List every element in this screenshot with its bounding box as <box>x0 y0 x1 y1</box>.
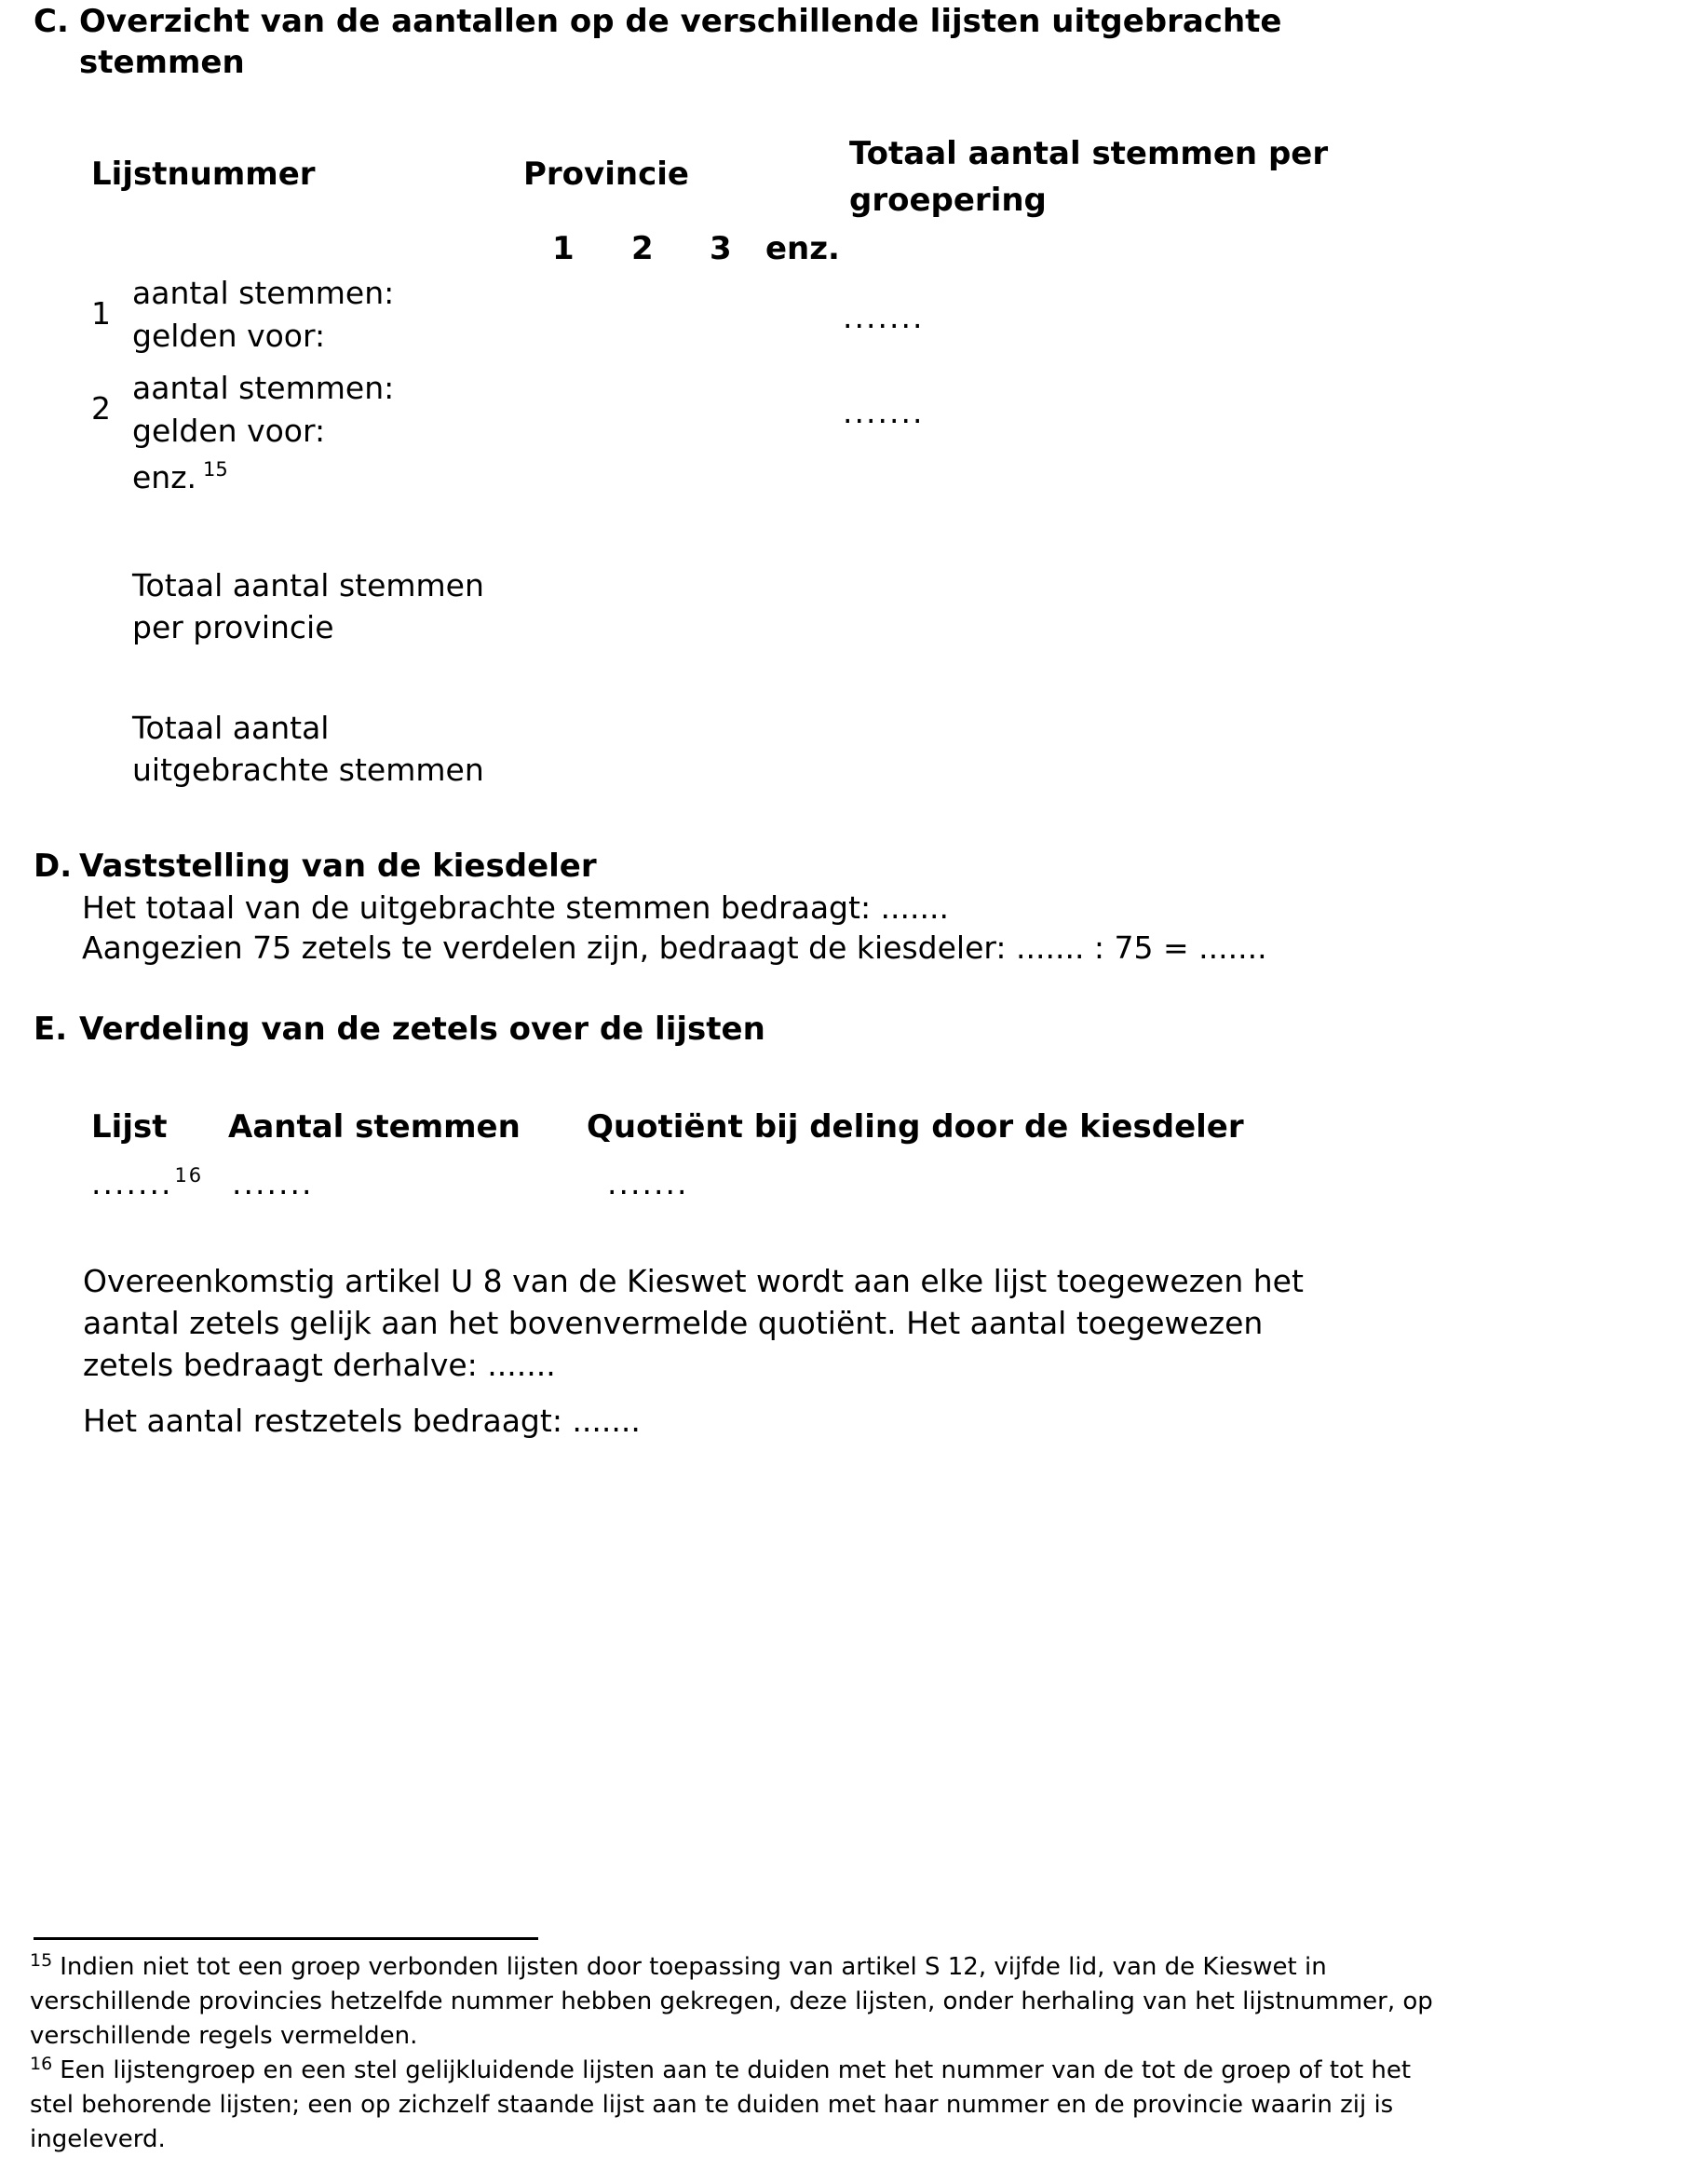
e-restzetels-line: Het aantal restzetels bedraagt: ....... <box>83 1403 641 1439</box>
e-paragraph-line2: aantal zetels gelijk aan het bovenvermelde quotiënt. Het aantal toegewezen <box>83 1305 1264 1341</box>
footnote-16-line3: ingeleverd. <box>30 2125 166 2153</box>
e-paragraph-line1: Overeenkomstig artikel U 8 van de Kieswet wordt aan elke lijst toegewezen het <box>83 1263 1304 1299</box>
row2-number: 2 <box>91 390 111 427</box>
section-c-label: C. <box>34 3 69 40</box>
e-row-lijst-dots: ....... <box>91 1165 173 1201</box>
e-row-lijst-cell <box>91 1164 204 1201</box>
footnote-15-line2: verschillende provincies hetzelfde nummer hebben gekregen, deze lijsten, onder herhaling van het lijstnummer, op <box>30 1987 1433 2015</box>
rows-etc-label: enz. <box>132 459 197 495</box>
province-number-2: 2 <box>631 230 654 267</box>
footnote-16-marker: 16 <box>30 2054 53 2074</box>
section-c-title-line1: Overzicht van de aantallen op de verschillende lijsten uitgebrachte <box>79 3 1282 40</box>
row1-number: 1 <box>91 295 111 332</box>
total-per-provincie-line1: Totaal aantal stemmen <box>132 567 484 604</box>
footnote-16-line2: stel behorende lijsten; een op zichzelf staande lijst aan te duiden met haar nummer en de provincie waarin zij is <box>30 2091 1394 2119</box>
footnote-15-reference: 15 <box>203 458 228 481</box>
column-header-totaal-line1: Totaal aantal stemmen per <box>849 135 1329 172</box>
row2-label-aantal-stemmen: aantal stemmen: <box>132 370 395 406</box>
e-paragraph-line3: zetels bedraagt derhalve: ....... <box>83 1347 556 1383</box>
footnote-15-line3: verschillende regels vermelden. <box>30 2022 418 2050</box>
e-column-header-quotient: Quotiënt bij deling door de kiesdeler <box>587 1108 1244 1146</box>
row2-total-dots: ....... <box>843 394 925 430</box>
section-e-label: E. <box>34 1011 68 1048</box>
total-per-provincie-line2: per provincie <box>132 609 334 645</box>
footnote-15-marker: 15 <box>30 1950 53 1971</box>
footnote-separator-rule <box>34 1937 538 1940</box>
e-row-quotient-dots: ....... <box>607 1165 689 1201</box>
footnote-15-line1 <box>30 1950 1433 1985</box>
row1-label-gelden-voor: gelden voor: <box>132 318 326 354</box>
e-column-header-aantal-stemmen: Aantal stemmen <box>228 1108 521 1146</box>
row2-label-gelden-voor: gelden voor: <box>132 413 326 449</box>
total-uitgebracht-line2: uitgebrachte stemmen <box>132 752 484 788</box>
row1-total-dots: ....... <box>843 299 925 335</box>
section-d-label: D. <box>34 848 73 885</box>
rows-etc-line <box>132 460 228 495</box>
province-number-enz: enz. <box>765 230 840 267</box>
total-uitgebracht-line1: Totaal aantal <box>132 710 330 746</box>
e-column-header-lijst: Lijst <box>91 1108 168 1146</box>
footnote-16-reference: 16 <box>174 1164 204 1187</box>
section-e-title: Verdeling van de zetels over de lijsten <box>79 1011 765 1048</box>
footnotes-block <box>30 1950 1433 2157</box>
province-number-1: 1 <box>552 230 575 267</box>
footnote-15-text-line1: Indien niet tot een groep verbonden lijsten door toepassing van artikel S 12, vijfde lid, van de Kieswet in <box>60 1953 1327 1981</box>
column-header-lijstnummer: Lijstnummer <box>91 156 316 193</box>
province-number-3: 3 <box>710 230 732 267</box>
footnote-16-text-line1: Een lijstengroep en een stel gelijkluidende lijsten aan te duiden met het nummer van de tot de groep of tot het <box>60 2056 1412 2084</box>
e-row-aantal-dots: ....... <box>232 1165 314 1201</box>
column-header-totaal-line2: groepering <box>849 182 1047 219</box>
section-c-title-line2: stemmen <box>79 44 245 81</box>
row1-label-aantal-stemmen: aantal stemmen: <box>132 275 395 311</box>
section-d-title: Vaststelling van de kiesdeler <box>79 848 597 885</box>
column-header-provincie: Provincie <box>523 156 689 193</box>
footnote-16-line1 <box>30 2054 1433 2088</box>
section-d-line1: Het totaal van de uitgebrachte stemmen bedraagt: ....... <box>82 889 949 926</box>
section-d-line2: Aangezien 75 zetels te verdelen zijn, bedraagt de kiesdeler: ....... : 75 = ....... <box>82 929 1267 966</box>
